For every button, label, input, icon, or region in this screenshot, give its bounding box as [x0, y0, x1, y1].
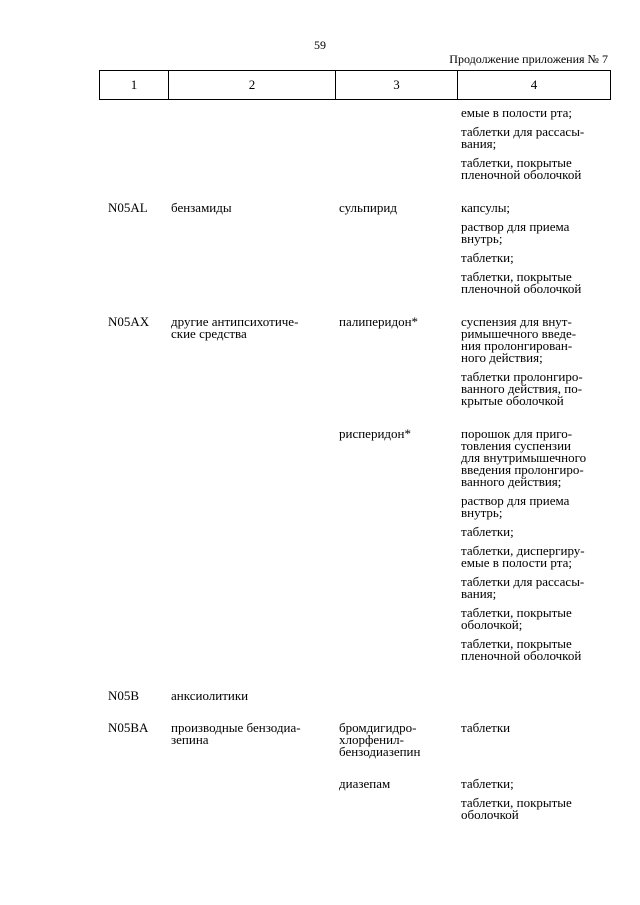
dosage-form: таблетки, диспергиру- емые в полости рта; [461, 543, 585, 570]
dosage-forms [461, 722, 611, 741]
dosage-form: таблетки, покрытые оболочкой [461, 795, 572, 822]
atc-code: N05AL [108, 200, 148, 215]
dosage-forms [461, 202, 611, 302]
dosage-form: таблетки, покрытые пленочной оболочкой [461, 155, 582, 182]
dosage-form: таблетки, покрытые оболочкой; [461, 605, 572, 632]
dosage-form: таблетки; [461, 776, 514, 791]
dosage-form: таблетки; [461, 250, 514, 265]
continuation-label: Продолжение приложения № 7 [449, 52, 608, 66]
dosage-form: таблетки для рассасы- вания; [461, 124, 585, 151]
dosage-forms [461, 778, 611, 828]
group-name: производные бензодиа- зепина [171, 720, 301, 747]
dosage-form: таблетки [461, 720, 511, 735]
dosage-form: таблетки для рассасы- вания; [461, 574, 585, 601]
dosage-form: таблетки, покрытые пленочной оболочкой [461, 269, 582, 296]
dosage-form: раствор для приема внутрь; [461, 493, 570, 520]
atc-code: N05B [108, 688, 140, 703]
drug-name: палиперидон* [339, 314, 419, 329]
dosage-form: таблетки пролонгиро- ванного действия, по- крытые оболочкой [461, 369, 583, 408]
atc-code: N05AX [108, 314, 150, 329]
column-header-1: 1 [100, 71, 169, 100]
dosage-form: суспензия для внут- римышечного введе- ния пролонгирован- ного действия; [461, 314, 577, 365]
group-name: другие антипсихотиче- ские средства [171, 314, 299, 341]
dosage-form: порошок для приго- товления суспензии для внутримышечного введения пролонгиро- ванного действия; [461, 426, 587, 489]
dosage-forms [461, 107, 611, 188]
drug-name: рисперидон* [339, 426, 411, 441]
dosage-form: раствор для приема внутрь; [461, 219, 570, 246]
group-name: бензамиды [171, 200, 232, 215]
column-header-3: 3 [336, 71, 458, 100]
dosage-form: капсулы; [461, 200, 511, 215]
dosage-form: таблетки, покрытые пленочной оболочкой [461, 636, 582, 663]
dosage-form: таблетки; [461, 524, 514, 539]
dosage-forms [461, 316, 611, 414]
dosage-forms [461, 428, 611, 669]
atc-code: N05BA [108, 720, 149, 735]
column-header-4: 4 [458, 71, 611, 100]
drug-name: бромдигидро- хлорфенил- бензодиазепин [339, 720, 421, 759]
group-name: анксиолитики [171, 688, 249, 703]
drug-name: сульпирид [339, 200, 397, 215]
column-header-2: 2 [169, 71, 336, 100]
dosage-form: емые в полости рта; [461, 105, 572, 120]
drug-name: диазепам [339, 776, 391, 791]
page-number: 59 [314, 38, 326, 52]
